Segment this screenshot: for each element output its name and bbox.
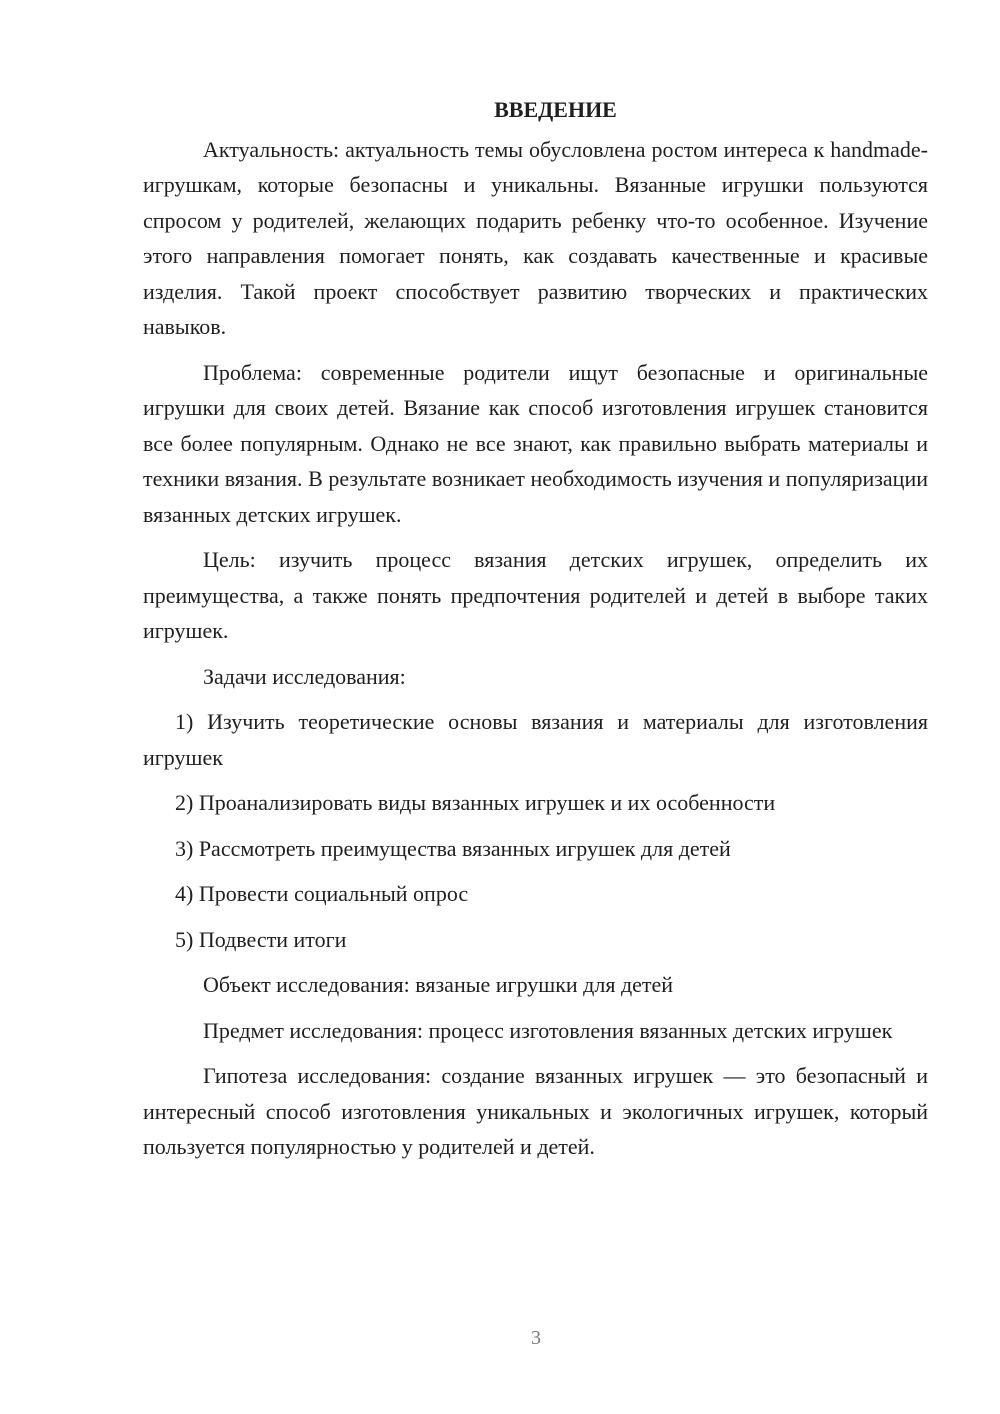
paragraph-problem: Проблема: современные родители ищут безопасные и оригинальные игрушки для своих детей. Вязание как способ изготовления игрушек становится все более популярным. Однако не все знают, как правильно выбрать материалы и техники вязания. В результате возникает необходимость изучения и популяризации вязанных детских игрушек. [143,359,928,527]
task-item-3: 3) Рассмотреть преимущества вязанных игрушек для детей [175,835,731,861]
page-number: 3 [531,1327,541,1349]
task-item-4: 4) Провести социальный опрос [175,881,469,906]
task-item-1: 1) Изучить теоретические основы вязания и материалы для изготовления игрушек [143,709,928,770]
paragraph-goal: Цель: изучить процесс вязания детских игрушек, определить их преимущества, а также понять предпочтения родителей и детей в выборе таких игрушек. [143,547,928,643]
paragraph-subject: Предмет исследования: процесс изготовления вязанных детских игрушек [203,1017,893,1043]
document-page [143,92,928,1175]
tasks-heading: Задачи исследования: [203,663,406,689]
paragraph-hypothesis: Гипотеза исследования: создание вязанных игрушек — это безопасный и интересный способ изготовления уникальных и экологичных игрушек, который пользуется популярностью у родителей и детей. [143,1063,928,1159]
page-title: ВВЕДЕНИЕ [494,97,617,122]
paragraph-actuality: Актуальность: актуальность темы обусловлена ростом интереса к handmade-игрушкам, которые безопасны и уникальны. Вязанные игрушки пользуются спросом у родителей, желающих подарить ребенку что-то особенное. Изучение этого направления помогает понять, как создавать качественные и красивые изделия. Такой проект способствует развитию творческих и практических навыков. [143,136,928,339]
task-item-5: 5) Подвести итоги [175,926,347,952]
task-item-2: 2) Проанализировать виды вязанных игрушек и их особенности [175,790,776,815]
paragraph-object: Объект исследования: вязаные игрушки для детей [203,972,674,997]
